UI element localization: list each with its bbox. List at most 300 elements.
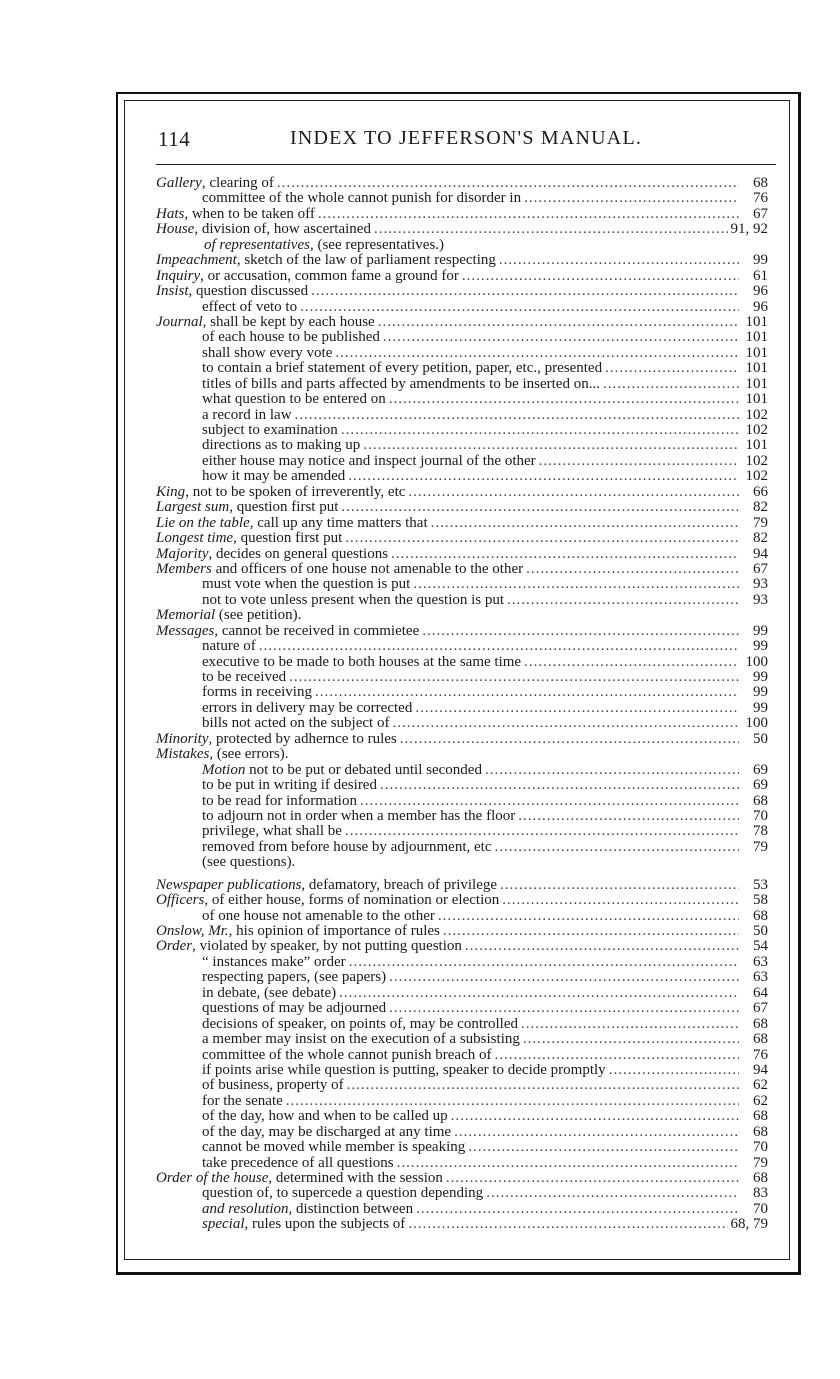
index-entry [156,1202,768,1217]
entry-term: Onslow, Mr. [156,923,229,939]
index-entry [156,408,768,423]
entry-text [156,191,521,206]
entry-page-number: 93 [753,591,768,608]
index-entry [156,1217,768,1232]
entry-description: , decides on general questions [208,545,389,562]
entry-description: cannot be moved while member is speaking [202,1139,466,1156]
entry-page-number: 62 [753,1092,768,1109]
dot-leader [605,361,739,376]
index-entry [156,593,768,608]
entry-description: , (see errors). [209,746,289,763]
entry-text [156,1109,448,1124]
page-header [156,127,776,157]
dot-leader [408,485,739,500]
dot-leader [485,763,739,778]
entry-description: , (see representatives.) [309,236,445,253]
dot-leader [451,1109,739,1124]
index-entry [156,1001,768,1016]
entry-page-number: 68 [753,1108,768,1125]
index-entry [156,670,768,685]
entry-description: errors in delivery may be corrected [202,699,413,716]
entry-text [156,1171,443,1186]
entry-text [156,655,521,670]
entry-page-number: 94 [753,545,768,562]
entry-description: of each house to be published [202,329,380,346]
index-entry [156,909,768,924]
dot-leader [518,809,739,824]
entry-text [156,1202,413,1217]
entry-page-number: 69 [753,777,768,794]
entry-page-number: 58 [753,892,768,909]
entry-page-number: 76 [753,1046,768,1063]
index-entry [156,562,768,577]
index-entry [156,1048,768,1063]
entry-page-number: 79 [753,1154,768,1171]
entry-term: Longest time [156,530,234,547]
dot-leader [392,716,739,731]
entry-page-number: 66 [753,483,768,500]
entry-description: , cannot be received in commietee [214,622,420,639]
entry-term: Gallery [156,175,202,191]
entry-page-number: 94 [753,1061,768,1078]
entry-description: , not to be spoken of irreverently, etc [185,483,406,500]
index-entry [156,485,768,500]
entry-description: committee of the whole cannot punish for disorder in [202,190,522,207]
entry-page-number: 101 [745,313,768,330]
entry-description: nature of [202,638,256,655]
entry-text [156,716,389,731]
index-entry [156,500,768,515]
dot-leader [539,454,739,469]
entry-term: Mistakes [156,746,210,763]
entry-description: take precedence of all questions [202,1154,394,1171]
entry-description: not to vote unless present when the question is put [202,591,505,608]
entry-term: Insist [156,283,189,300]
index-entry [156,454,768,469]
page-number: 114 [158,127,191,151]
entry-text [156,485,405,500]
entry-text [156,269,459,284]
entry-page-number: 70 [753,1139,768,1156]
entry-term: Hats [156,205,185,222]
index-entry [156,970,768,985]
entry-page-number: 82 [753,499,768,516]
entry-description: if points arise while question is putting, speaker to decide promptly [202,1061,606,1078]
entry-page-number: 68 [753,1031,768,1048]
index-entry [156,361,768,376]
entry-text [156,878,497,893]
dot-leader [311,284,739,299]
entry-term: Order [156,938,193,955]
entry-term: Motion [202,761,246,778]
dot-leader [318,207,739,222]
entry-text [156,408,292,423]
entry-term: Inquiry [156,267,201,284]
index-entry [156,624,768,639]
entry-description: , distinction between [288,1200,414,1217]
entry-description: removed from before house by adjournment, etc [202,838,492,855]
entry-text [156,593,504,608]
dot-leader [486,1186,739,1201]
index-entry [156,893,768,908]
index-entry [156,377,768,392]
index-entries [156,176,768,1233]
index-entry [156,176,768,191]
index-entry [156,191,768,206]
index-entry [156,253,768,268]
dot-leader [345,824,739,839]
index-entry [156,207,768,222]
entry-description: questions of may be adjourned [202,1000,387,1017]
index-entry [156,655,768,670]
dot-leader [438,909,739,924]
entry-term: Order of the house [156,1170,269,1186]
entry-page-number: 68 [753,1015,768,1032]
entry-text [156,562,523,577]
dot-leader [391,547,739,562]
index-entry [156,284,768,299]
header-rule [156,164,776,165]
entry-page-number: 93 [753,576,768,593]
entry-text [156,330,380,345]
entry-page-number: 99 [753,638,768,655]
index-entry [156,701,768,716]
index-entry [156,516,768,531]
dot-leader [416,1202,739,1217]
entry-page-number: 99 [753,622,768,639]
index-entry [156,1032,768,1047]
entry-description: to be put in writing if desired [202,777,377,794]
entry-description: titles of bills and parts affected by amendments to be inserted on... [202,375,600,392]
entry-page-number: 100 [745,653,768,670]
entry-description: , determined with the session [268,1170,443,1186]
entry-text [156,423,338,438]
entry-page-number: 83 [753,1185,768,1202]
entry-description: , shall be kept by each house [202,313,375,330]
entry-page-number: 101 [745,329,768,346]
entry-page-number: 102 [745,422,768,438]
index-entry [156,747,768,762]
entry-term: and resolution [202,1200,289,1217]
dot-leader [315,685,739,700]
entry-term: Newspaper publications [156,876,302,893]
entry-text [156,670,286,685]
entry-term: Journal [156,313,203,330]
index-entry [156,346,768,361]
entry-text [156,284,308,299]
entry-term: King [156,483,186,500]
entry-description: (see petition). [215,607,302,624]
index-entry [156,269,768,284]
index-entry [156,1156,768,1171]
entry-text [156,392,386,407]
index-entry [156,840,768,855]
entry-page-number: 91, 92 [730,221,768,238]
entry-description: of the day, how and when to be called up [202,1108,448,1125]
dot-leader [349,955,739,970]
dot-leader [500,878,739,893]
entry-description: decisions of speaker, on points of, may be controlled [202,1015,518,1032]
entry-text [156,747,288,762]
entry-description: respecting papers, (see papers) [202,969,387,986]
entry-description: how it may be amended [202,468,346,485]
entry-description: a member may insist on the execution of a subsisting [202,1031,520,1048]
entry-text [156,361,602,376]
dot-leader [609,1063,739,1078]
dot-leader [431,516,739,531]
entry-text [156,531,342,546]
entry-text [156,1186,483,1201]
entry-page-number: 101 [745,344,768,361]
entry-text [156,855,295,870]
dot-leader [465,939,739,954]
entry-text [156,608,301,623]
entry-term: of representatives [204,236,310,253]
index-entry [156,1171,768,1186]
entry-description: , question discussed [188,283,309,300]
entry-page-number: 67 [753,560,768,577]
entry-description: , of either house, forms of nomination or election [204,892,500,909]
entry-text [156,438,360,453]
entry-page-number: 64 [753,984,768,1001]
entry-page-number: 68 [753,792,768,809]
entry-description: shall show every vote [202,344,333,361]
dot-leader [494,840,739,855]
entry-description: “ instances make” order [202,953,346,970]
entry-description: directions as to making up [202,437,361,454]
entry-text [156,454,536,469]
entry-page-number: 99 [753,252,768,269]
entry-page-number: 50 [753,923,768,939]
entry-term: House [156,221,195,238]
dot-leader [360,794,739,809]
dot-leader [363,438,739,453]
entry-description: forms in receiving [202,684,312,701]
entry-page-number: 62 [753,1077,768,1094]
dot-leader [389,392,739,407]
entry-text [156,763,482,778]
entry-description: a record in law [202,406,292,423]
dot-leader [347,1078,739,1093]
entry-text [156,778,377,793]
entry-description: , defamatory, breach of privilege [301,876,498,893]
entry-page-number: 102 [745,468,768,485]
entry-description: privilege, what shall be [202,823,342,840]
index-entry [156,1094,768,1109]
dot-leader [339,986,739,1001]
entry-term: Majority [156,545,209,562]
entry-page-number: 79 [753,514,768,531]
entry-description: either house may notice and inspect journal of the other [202,452,536,469]
entry-page-number: 50 [753,730,768,747]
entry-text [156,547,388,562]
index-entry [156,1109,768,1124]
index-entry [156,924,768,939]
index-entry [156,763,768,778]
entry-page-number: 101 [745,437,768,454]
entry-page-number: 101 [745,375,768,392]
entry-page-number: 76 [753,190,768,207]
dot-leader [523,1032,739,1047]
entry-description: effect of veto to [202,298,298,315]
entry-text [156,238,444,253]
entry-description: , question first put [229,499,339,516]
index-entry [156,315,768,330]
entry-term: Members [156,560,212,577]
index-entry [156,547,768,562]
dot-leader [462,269,739,284]
entry-text [156,924,440,939]
entry-term: Memorial [156,607,216,624]
entry-page-number: 79 [753,838,768,855]
entry-text [156,1063,606,1078]
dot-leader [446,1171,739,1186]
dot-leader [422,624,739,639]
entry-term: Impeachment [156,252,237,269]
entry-text [156,577,410,592]
index-entry [156,469,768,484]
entry-page-number: 96 [753,283,768,300]
entry-description: , his opinion of importance of rules [228,923,440,939]
dot-leader [454,1125,739,1140]
entry-description: to contain a brief statement of every petition, paper, etc., presented [202,360,603,377]
index-entry [156,438,768,453]
dot-leader [300,300,739,315]
index-entry [156,824,768,839]
entry-text [156,685,312,700]
entry-text [156,794,357,809]
entry-text [156,1217,405,1232]
entry-text [156,207,315,222]
entry-description: subject to examination [202,422,338,438]
entry-page-number: 96 [753,298,768,315]
index-entry [156,608,768,623]
entry-description: for the senate [202,1092,283,1109]
entry-text [156,516,428,531]
dot-leader [415,701,739,716]
entry-term: Minority [156,730,209,747]
dot-leader [277,176,739,191]
entry-description: , division of, how ascertained [194,221,371,238]
entry-text [156,1125,451,1140]
dot-leader [507,593,739,608]
index-entry [156,577,768,592]
dot-leader [397,1156,739,1171]
index-entry [156,778,768,793]
entry-description: what question to be entered on [202,391,386,408]
dot-leader [499,253,739,268]
entry-text [156,1048,492,1063]
entry-page-number: 102 [745,452,768,469]
entry-text [156,176,274,191]
entry-page-number: 99 [753,699,768,716]
dot-leader [408,1217,727,1232]
entry-text [156,893,499,908]
entry-page-number: 68 [753,1123,768,1140]
index-entry [156,986,768,1001]
dot-leader [526,562,739,577]
entry-description: must vote when the question is put [202,576,411,593]
index-entry [156,300,768,315]
dot-leader [286,1094,739,1109]
entry-description: in debate, (see debate) [202,984,337,1001]
dot-leader [468,1140,739,1155]
entry-page-number: 99 [753,669,768,685]
entry-page-number: 63 [753,969,768,986]
dot-leader [413,577,739,592]
entry-text [156,824,342,839]
index-entry [156,1017,768,1032]
entry-text [156,939,462,954]
dot-leader [295,408,739,423]
running-title: INDEX TO JEFFERSON'S MANUAL. [290,127,643,149]
entry-description: bills not acted on the subject of [202,715,390,732]
dot-leader [378,315,739,330]
entry-text [156,624,419,639]
index-entry [156,222,768,237]
entry-text [156,986,336,1001]
entry-description: to be read for information [202,792,357,809]
entry-description: , sketch of the law of parliament respecting [236,252,496,269]
index-entry [156,732,768,747]
entry-text [156,300,297,315]
entry-description: of business, property of [202,1077,344,1094]
entry-description: and officers of one house not amenable to the other [211,560,524,577]
entry-text [156,500,338,515]
dot-leader [443,924,739,939]
entry-page-number: 61 [753,267,768,284]
entry-description: , violated by speaker, by not putting question [192,938,462,955]
entry-page-number: 102 [745,406,768,423]
dot-leader [259,639,739,654]
entry-term: Lie on the table [156,514,250,531]
dot-leader [341,423,739,438]
entry-description: , protected by adhernce to rules [208,730,397,747]
entry-page-number: 68, 79 [730,1216,768,1233]
entry-text [156,970,386,985]
dot-leader [380,778,739,793]
index-entry [156,423,768,438]
entry-page-number: 54 [753,938,768,955]
index-entry [156,939,768,954]
entry-description: , call up any time matters that [249,514,428,531]
entry-page-number: 101 [745,360,768,377]
entry-page-number: 63 [753,953,768,970]
entry-term: special [202,1216,245,1233]
entry-text [156,909,435,924]
entry-term: Messages [156,622,215,639]
entry-text [156,809,515,824]
index-entry [156,685,768,700]
entry-description: to be received [202,669,287,685]
entry-description: to adjourn not in order when a member has the floor [202,807,516,824]
entry-description: (see questions). [202,854,296,871]
entry-description: committee of the whole cannot punish breach of [202,1046,492,1063]
dot-leader [524,191,739,206]
dot-leader [289,670,739,685]
index-entry [156,1140,768,1155]
index-entry [156,794,768,809]
entry-page-number: 53 [753,876,768,893]
dot-leader [389,970,739,985]
entry-page-number: 70 [753,1200,768,1217]
entry-term: Officers [156,892,205,909]
dot-leader [524,655,739,670]
dot-leader [502,893,739,908]
entry-text [156,639,256,654]
entry-text [156,1032,520,1047]
entry-description: executive to be made to both houses at the same time [202,653,522,670]
